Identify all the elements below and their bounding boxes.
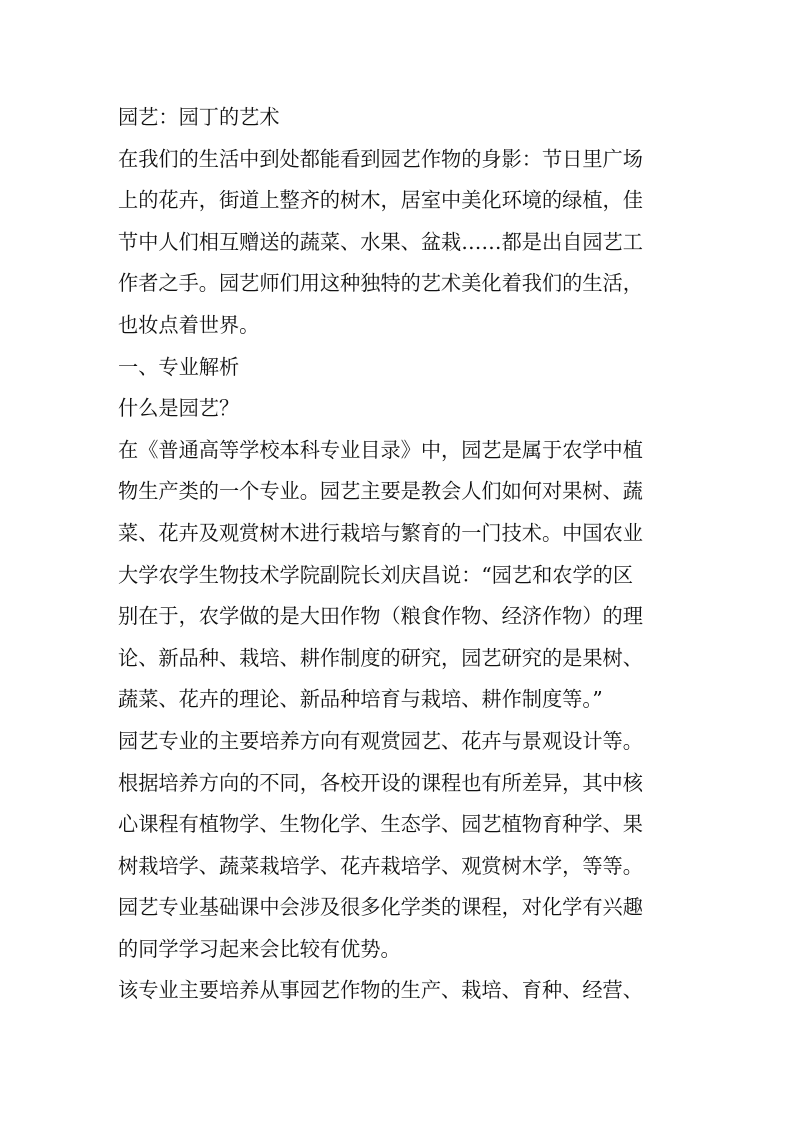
text-line: 节中人们相互赠送的蔬菜、水果、盆栽……都是出自园艺工: [118, 229, 643, 254]
text-line: 上的花卉，街道上整齐的树木，居室中美化环境的绿植，佳: [118, 188, 643, 213]
text-line: 心课程有植物学、生物化学、生态学、园艺植物育种学、果: [118, 812, 643, 837]
text-line: 的同学学习起来会比较有优势。: [118, 936, 401, 961]
text-line: 树栽培学、蔬菜栽培学、花卉栽培学、观赏树木学，等等。: [118, 853, 643, 878]
document-page: [118, 97, 698, 1012]
text-line: 在我们的生活中到处都能看到园艺作物的身影：节日里广场: [118, 146, 643, 171]
text-line: 论、新品种、栽培、耕作制度的研究，园艺研究的是果树、: [118, 645, 643, 670]
text-line: 别在于，农学做的是大田作物（粮食作物、经济作物）的理: [118, 604, 643, 629]
text-line: 物生产类的一个专业。园艺主要是教会人们如何对果树、蔬: [118, 479, 643, 504]
subheading: 什么是园艺？: [118, 396, 240, 421]
text-line: 蔬菜、花卉的理论、新品种培育与栽培、耕作制度等。”: [118, 687, 603, 712]
text-line: 菜、花卉及观赏树木进行栽培与繁育的一门技术。中国农业: [118, 520, 643, 545]
text-line: 也妆点着世界。: [118, 312, 260, 337]
text-line: 大学农学生物技术学院副院长刘庆昌说：“园艺和农学的区: [118, 562, 634, 587]
text-line: 作者之手。园艺师们用这种独特的艺术美化着我们的生活，: [118, 271, 643, 296]
text-line: 在《普通高等学校本科专业目录》中，园艺是属于农学中植: [118, 437, 643, 462]
text-line: 根据培养方向的不同，各校开设的课程也有所差异，其中核: [118, 770, 643, 795]
text-line: 园艺专业基础课中会涉及很多化学类的课程，对化学有兴趣: [118, 895, 643, 920]
section-heading: 一、专业解析: [118, 354, 240, 379]
document-title: 园艺：园丁的艺术: [118, 105, 280, 129]
text-line: 园艺专业的主要培养方向有观赏园艺、花卉与景观设计等。: [118, 728, 643, 753]
text-line: 该专业主要培养从事园艺作物的生产、栽培、育种、经营、: [118, 978, 643, 1003]
